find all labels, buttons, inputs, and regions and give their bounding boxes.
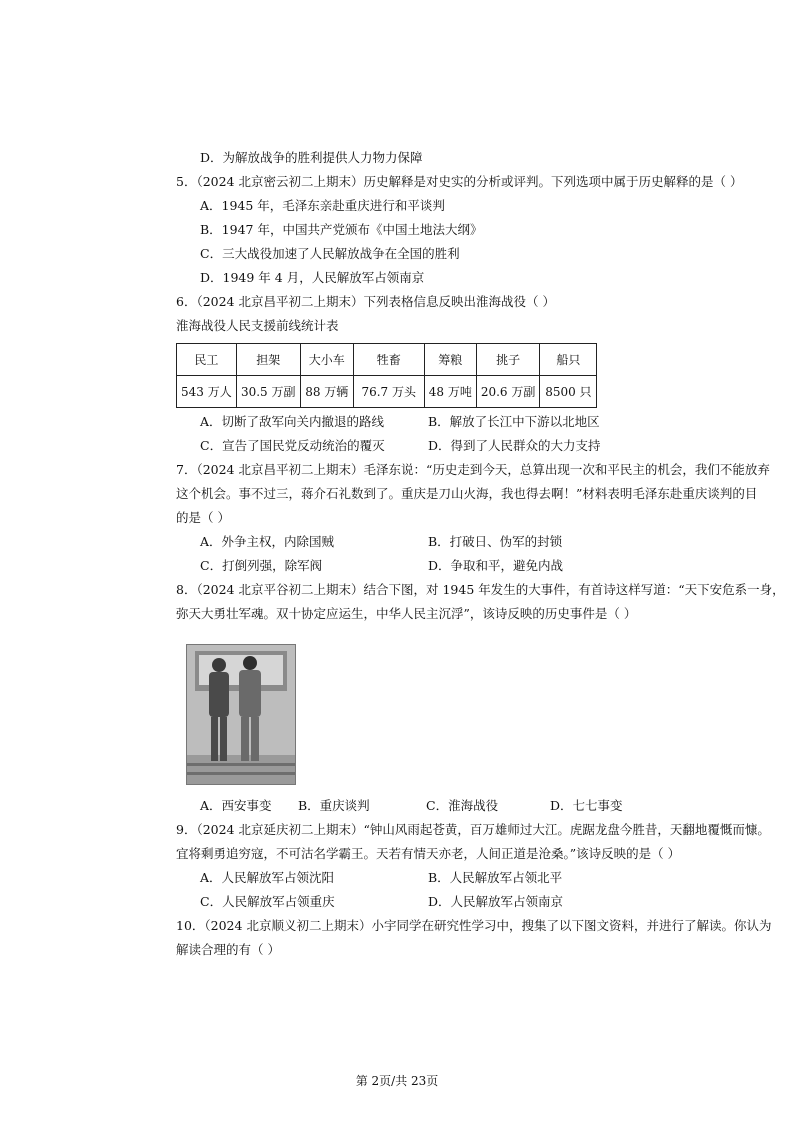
q7-option-c: C．打倒列强，除军阀 <box>200 558 323 573</box>
table-caption: 淮海战役人民支援前线统计表 <box>176 318 339 333</box>
q6-option-c: C．宣告了国民党反动统治的覆灭 <box>200 438 385 453</box>
q8-option-a: A．西安事变 <box>200 798 272 813</box>
q5-option-d: D．1949 年 4 月，人民解放军占领南京 <box>200 270 425 285</box>
table-header-cell: 船只 <box>540 344 597 376</box>
table-header-cell: 大小车 <box>300 344 353 376</box>
q7-option-d: D．争取和平，避免内战 <box>428 558 564 573</box>
table-value-cell: 8500 只 <box>540 376 597 408</box>
q9-option-b: B．人民解放军占领北平 <box>428 870 563 885</box>
question-10-line-2: 解读合理的有（ ） <box>176 942 280 957</box>
q8-option-c: C．淮海战役 <box>426 798 499 813</box>
q4-option-d: D．为解放战争的胜利提供人力物力保障 <box>200 150 423 165</box>
table-value-cell: 30.5 万副 <box>236 376 300 408</box>
table-header-cell: 筹粮 <box>424 344 476 376</box>
table-value-row <box>177 376 597 408</box>
q7-option-a: A．外争主权，内除国贼 <box>200 534 335 549</box>
two-figures-photo-icon <box>187 645 295 784</box>
q5-option-b: B．1947 年，中国共产党颁布《中国土地法大纲》 <box>200 222 483 237</box>
question-7-line-1: 7．（2024 北京昌平初二上期末）毛泽东说：“历史走到今天，总算出现一次和平民主的机会，我们不能放弃 <box>176 462 770 477</box>
q7-option-b: B．打破日、伪军的封锁 <box>428 534 563 549</box>
question-8-line-2: 弥天大勇壮军魂。双十协定应运生，中华人民主沉浮”，该诗反映的历史事件是（ ） <box>176 606 637 621</box>
page-number-footer: 第 2页/共 23页 <box>355 1074 439 1088</box>
q6-option-a: A．切断了敌军向关内撤退的路线 <box>200 414 385 429</box>
historical-photo <box>186 644 296 785</box>
table-value-cell: 88 万辆 <box>300 376 353 408</box>
table-header-cell: 挑子 <box>476 344 540 376</box>
q6-option-b: B．解放了长江中下游以北地区 <box>428 414 600 429</box>
question-6: 6．（2024 北京昌平初二上期末）下列表格信息反映出淮海战役（ ） <box>176 294 555 309</box>
q9-option-c: C．人民解放军占领重庆 <box>200 894 335 909</box>
question-10-line-1: 10．（2024 北京顺义初二上期末）小宇同学在研究性学习中，搜集了以下图文资料，并进行了解读。你认为 <box>176 918 772 933</box>
q9-option-d: D．人民解放军占领南京 <box>428 894 564 909</box>
q8-option-d: D．七七事变 <box>550 798 623 813</box>
q9-option-a: A．人民解放军占领沈阳 <box>200 870 335 885</box>
table-value-cell: 20.6 万副 <box>476 376 540 408</box>
question-9-line-1: 9．（2024 北京延庆初二上期末）“钟山风雨起苍黄，百万雄师过大江。虎踞龙盘今胜昔，天翻地覆慨而慷。 <box>176 822 770 837</box>
question-7-line-2: 这个机会。事不过三，蒋介石礼数到了。重庆是刀山火海，我也得去啊！”材料表明毛泽东赴重庆谈判的目 <box>176 486 758 501</box>
table-header-row <box>177 344 597 376</box>
q8-option-b: B．重庆谈判 <box>298 798 370 813</box>
q5-option-c: C．三大战役加速了人民解放战争在全国的胜利 <box>200 246 460 261</box>
question-8-line-1: 8．（2024 北京平谷初二上期末）结合下图，对 1945 年发生的大事件，有首诗这样写道：“天下安危系一身， <box>176 582 785 597</box>
table-header-cell: 民工 <box>177 344 237 376</box>
question-9-line-2: 宜将剩勇追穷寇，不可沽名学霸王。天若有情天亦老，人间正道是沧桑。”该诗反映的是（ ） <box>176 846 681 861</box>
question-7-line-3: 的是（ ） <box>176 510 230 525</box>
q5-option-a: A．1945 年，毛泽东亲赴重庆进行和平谈判 <box>200 198 445 213</box>
q6-option-d: D．得到了人民群众的大力支持 <box>428 438 601 453</box>
table-value-cell: 543 万人 <box>177 376 237 408</box>
question-5: 5．（2024 北京密云初二上期末）历史解释是对史实的分析或评判。下列选项中属于历史解释的是（ ） <box>176 174 743 189</box>
table-header-cell: 担架 <box>236 344 300 376</box>
table-value-cell: 48 万吨 <box>424 376 476 408</box>
table-value-cell: 76.7 万头 <box>353 376 424 408</box>
support-statistics-table <box>176 343 597 408</box>
table-header-cell: 牲畜 <box>353 344 424 376</box>
